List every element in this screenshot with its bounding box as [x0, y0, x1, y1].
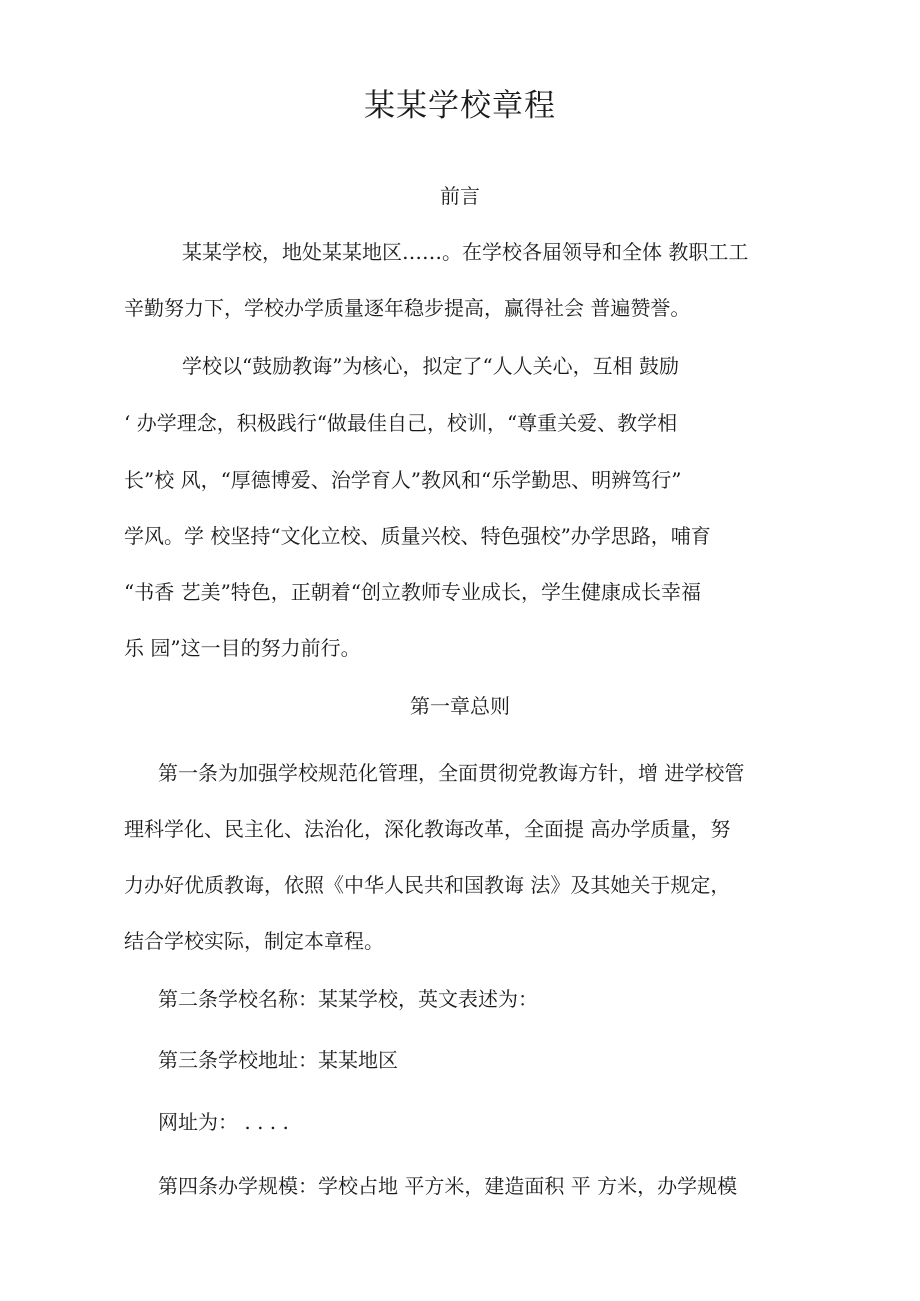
preface-line-1: 某某学校，地处某某地区……。在学校各届领导和全体 教职工工: [182, 240, 749, 264]
chapter-line-5: 第二条学校名称：某某学校，英文表述为：: [158, 987, 538, 1011]
chapter-line-8: 第四条办学规模：学校占地 平方米，建造面积 平 方米，办学规模: [158, 1174, 738, 1198]
preface-line-5: 长”校 风，“厚德博爱、治学育人”教风和“乐学勤思、明辨笃行”: [124, 468, 682, 492]
preface-line-6: 学风。学 校坚持“文化立校、质量兴校、特色强校”办学思路，哺育: [124, 524, 711, 548]
chapter-heading: 第一章总则: [410, 694, 510, 718]
chapter-line-6: 第三条学校地址：某某地区: [158, 1048, 398, 1072]
preface-line-8: 乐 园”这一目的努力前行。: [124, 636, 361, 660]
document-title: 某某学校章程: [364, 88, 556, 124]
chapter-line-4: 结合学校实际，制定本章程。: [124, 929, 384, 953]
preface-line-7: “书香 艺美”特色，正朝着“创立教师专业成长，学生健康成长幸福: [124, 580, 702, 604]
preface-line-3: 学校以“鼓励教诲”为核心，拟定了“人人关心，互相 鼓励: [182, 354, 680, 378]
chapter-line-1: 第一条为加强学校规范化管理，全面贯彻党教诲方针，增 进学校管: [158, 761, 745, 785]
chapter-line-2: 理科学化、民主化、法治化，深化教诲改革，全面提 高办学质量，努: [124, 817, 731, 841]
preface-heading: 前言: [440, 184, 480, 208]
chapter-line-3: 力办好优质教诲，依照《中华人民共和国教诲 法》及其她关于规定，: [124, 873, 731, 897]
preface-line-2: 辛勤努力下，学校办学质量逐年稳步提高，赢得社会 普遍赞誉。: [124, 296, 691, 320]
preface-line-4: ‘ 办学理念，积极践行“做最佳自己，校训，“尊重关爱、教学相: [124, 411, 678, 435]
chapter-line-7: 网址为： . . . .: [158, 1110, 289, 1134]
